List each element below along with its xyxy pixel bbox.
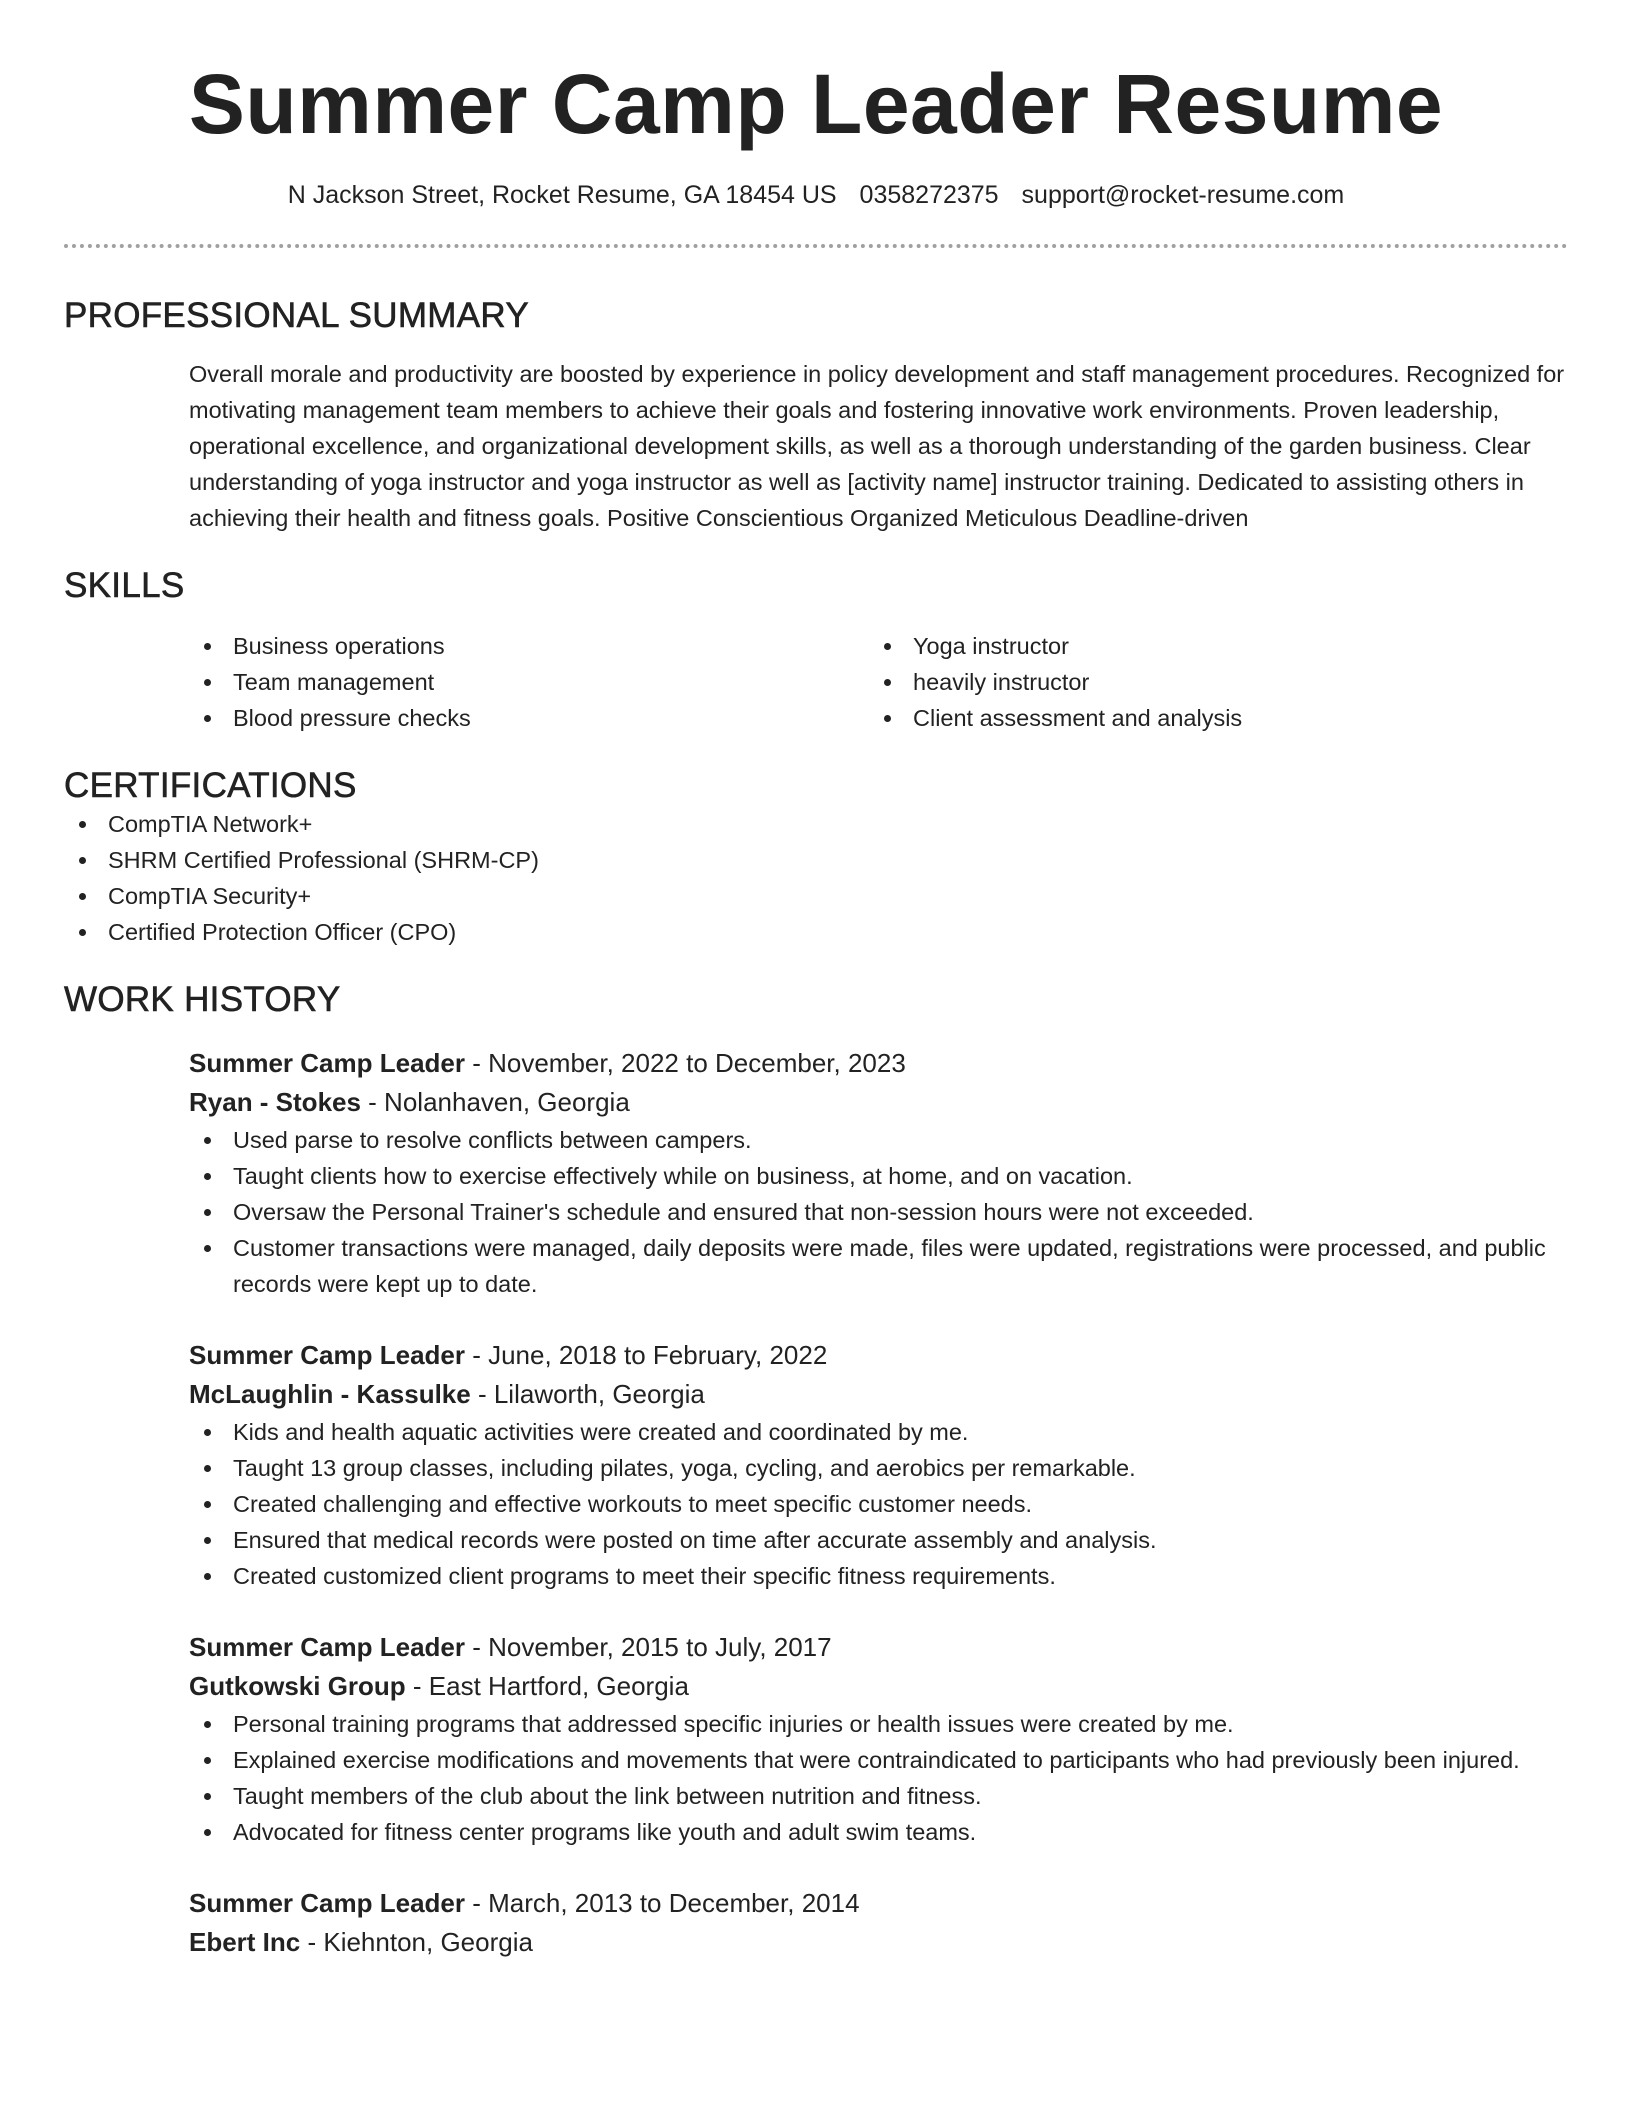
job-bullet: Explained exercise modifications and movements that were contraindicated to participants who had previously been injured. xyxy=(189,1742,1568,1778)
job-bullets xyxy=(64,1414,1568,1594)
job-company: Gutkowski Group xyxy=(189,1671,406,1701)
skills-grid xyxy=(189,628,1568,736)
job-location: - Nolanhaven, Georgia xyxy=(360,1087,630,1117)
certifications-heading: CERTIFICATIONS xyxy=(64,766,357,805)
job-bullet: Personal training programs that addressed specific injuries or health issues were created by me. xyxy=(189,1706,1568,1742)
header-divider xyxy=(64,244,1568,248)
job-dates: - November, 2022 to December, 2023 xyxy=(464,1048,906,1078)
certification-item: CompTIA Security+ xyxy=(64,878,1568,914)
job-bullet: Kids and health aquatic activities were created and coordinated by me. xyxy=(189,1414,1568,1450)
skill-item: Blood pressure checks xyxy=(189,700,869,736)
job-company-line xyxy=(189,1375,1568,1414)
resume-page xyxy=(64,0,1568,1962)
summary-text: Overall morale and productivity are boosted by experience in policy development and staff management procedures. Recognized for motivating management team members to achieve their goals and fostering innovative work environments. Proven leadership, operational excellence, and organizational development skills, as well as a thorough understanding of the garden business. Clear understanding of yoga instructor and yoga instructor as well as [activity name] instructor training. Dedicated to assisting others in achieving their health and fitness goals. Positive Conscientious Organized Meticulous Deadline-driven xyxy=(189,361,1565,531)
job-bullet: Created customized client programs to meet their specific fitness requirements. xyxy=(189,1558,1568,1594)
job-company-line xyxy=(189,1667,1568,1706)
job-dates: - March, 2013 to December, 2014 xyxy=(464,1888,860,1918)
skill-item: Yoga instructor xyxy=(869,628,1549,664)
certification-item: CompTIA Network+ xyxy=(64,806,1568,842)
job-bullet: Taught 13 group classes, including pilates, yoga, cycling, and aerobics per remarkable. xyxy=(189,1450,1568,1486)
certifications-list xyxy=(64,806,1568,950)
job-dates: - June, 2018 to February, 2022 xyxy=(464,1340,828,1370)
job-bullet: Used parse to resolve conflicts between campers. xyxy=(189,1122,1568,1158)
job-dates: - November, 2015 to July, 2017 xyxy=(464,1632,832,1662)
job-company-line xyxy=(189,1923,1568,1962)
skill-item: Business operations xyxy=(189,628,869,664)
job-title-line xyxy=(189,1884,1568,1923)
job-title: Summer Camp Leader xyxy=(189,1048,465,1078)
job-company: McLaughlin - Kassulke xyxy=(189,1379,471,1409)
skill-item: Client assessment and analysis xyxy=(869,700,1549,736)
job-location: - East Hartford, Georgia xyxy=(405,1671,689,1701)
skills-left-list xyxy=(189,628,869,736)
job-title: Summer Camp Leader xyxy=(189,1632,465,1662)
resume-title: Summer Camp Leader Resume xyxy=(188,57,1444,151)
job-entry xyxy=(189,1044,1568,1302)
work-history-section xyxy=(64,980,1568,1962)
skill-item: Team management xyxy=(189,664,869,700)
job-entry xyxy=(189,1336,1568,1594)
job-bullet: Taught clients how to exercise effectively while on business, at home, and on vacation. xyxy=(189,1158,1568,1194)
certifications-section xyxy=(64,766,1568,950)
job-bullet: Oversaw the Personal Trainer's schedule and ensured that non-session hours were not exceeded. xyxy=(189,1194,1568,1230)
contact-email[interactable]: support@rocket-resume.com xyxy=(1021,181,1345,209)
job-title: Summer Camp Leader xyxy=(189,1888,465,1918)
job-entry xyxy=(189,1884,1568,1962)
job-bullet: Advocated for fitness center programs like youth and adult swim teams. xyxy=(189,1814,1568,1850)
job-title-line xyxy=(189,1628,1568,1667)
job-title-line xyxy=(189,1044,1568,1083)
job-company: Ryan - Stokes xyxy=(189,1087,361,1117)
job-bullet: Created challenging and effective workouts to meet specific customer needs. xyxy=(189,1486,1568,1522)
job-bullets xyxy=(64,1122,1568,1302)
contact-phone: 0358272375 xyxy=(859,181,999,209)
work-history-heading: WORK HISTORY xyxy=(64,980,341,1019)
job-title: Summer Camp Leader xyxy=(189,1340,465,1370)
skill-item: heavily instructor xyxy=(869,664,1549,700)
certification-item: SHRM Certified Professional (SHRM-CP) xyxy=(64,842,1568,878)
contact-line xyxy=(64,180,1568,210)
skills-right-list xyxy=(869,628,1549,736)
job-location: - Lilaworth, Georgia xyxy=(470,1379,705,1409)
summary-heading: PROFESSIONAL SUMMARY xyxy=(64,296,529,335)
job-bullet: Customer transactions were managed, daily deposits were made, files were updated, registrations were processed, and public records were kept up to date. xyxy=(189,1230,1568,1302)
skills-section xyxy=(64,566,1568,736)
job-bullet: Ensured that medical records were posted on time after accurate assembly and analysis. xyxy=(189,1522,1568,1558)
skills-heading: SKILLS xyxy=(64,566,185,605)
job-entry xyxy=(189,1628,1568,1850)
job-company-line xyxy=(189,1083,1568,1122)
job-company: Ebert Inc xyxy=(189,1927,301,1957)
job-bullets xyxy=(64,1706,1568,1850)
summary-section xyxy=(64,296,1568,536)
contact-address: N Jackson Street, Rocket Resume, GA 18454 US xyxy=(287,181,837,209)
job-location: - Kiehnton, Georgia xyxy=(300,1927,533,1957)
job-bullet: Taught members of the club about the link between nutrition and fitness. xyxy=(189,1778,1568,1814)
job-title-line xyxy=(189,1336,1568,1375)
certification-item: Certified Protection Officer (CPO) xyxy=(64,914,1568,950)
